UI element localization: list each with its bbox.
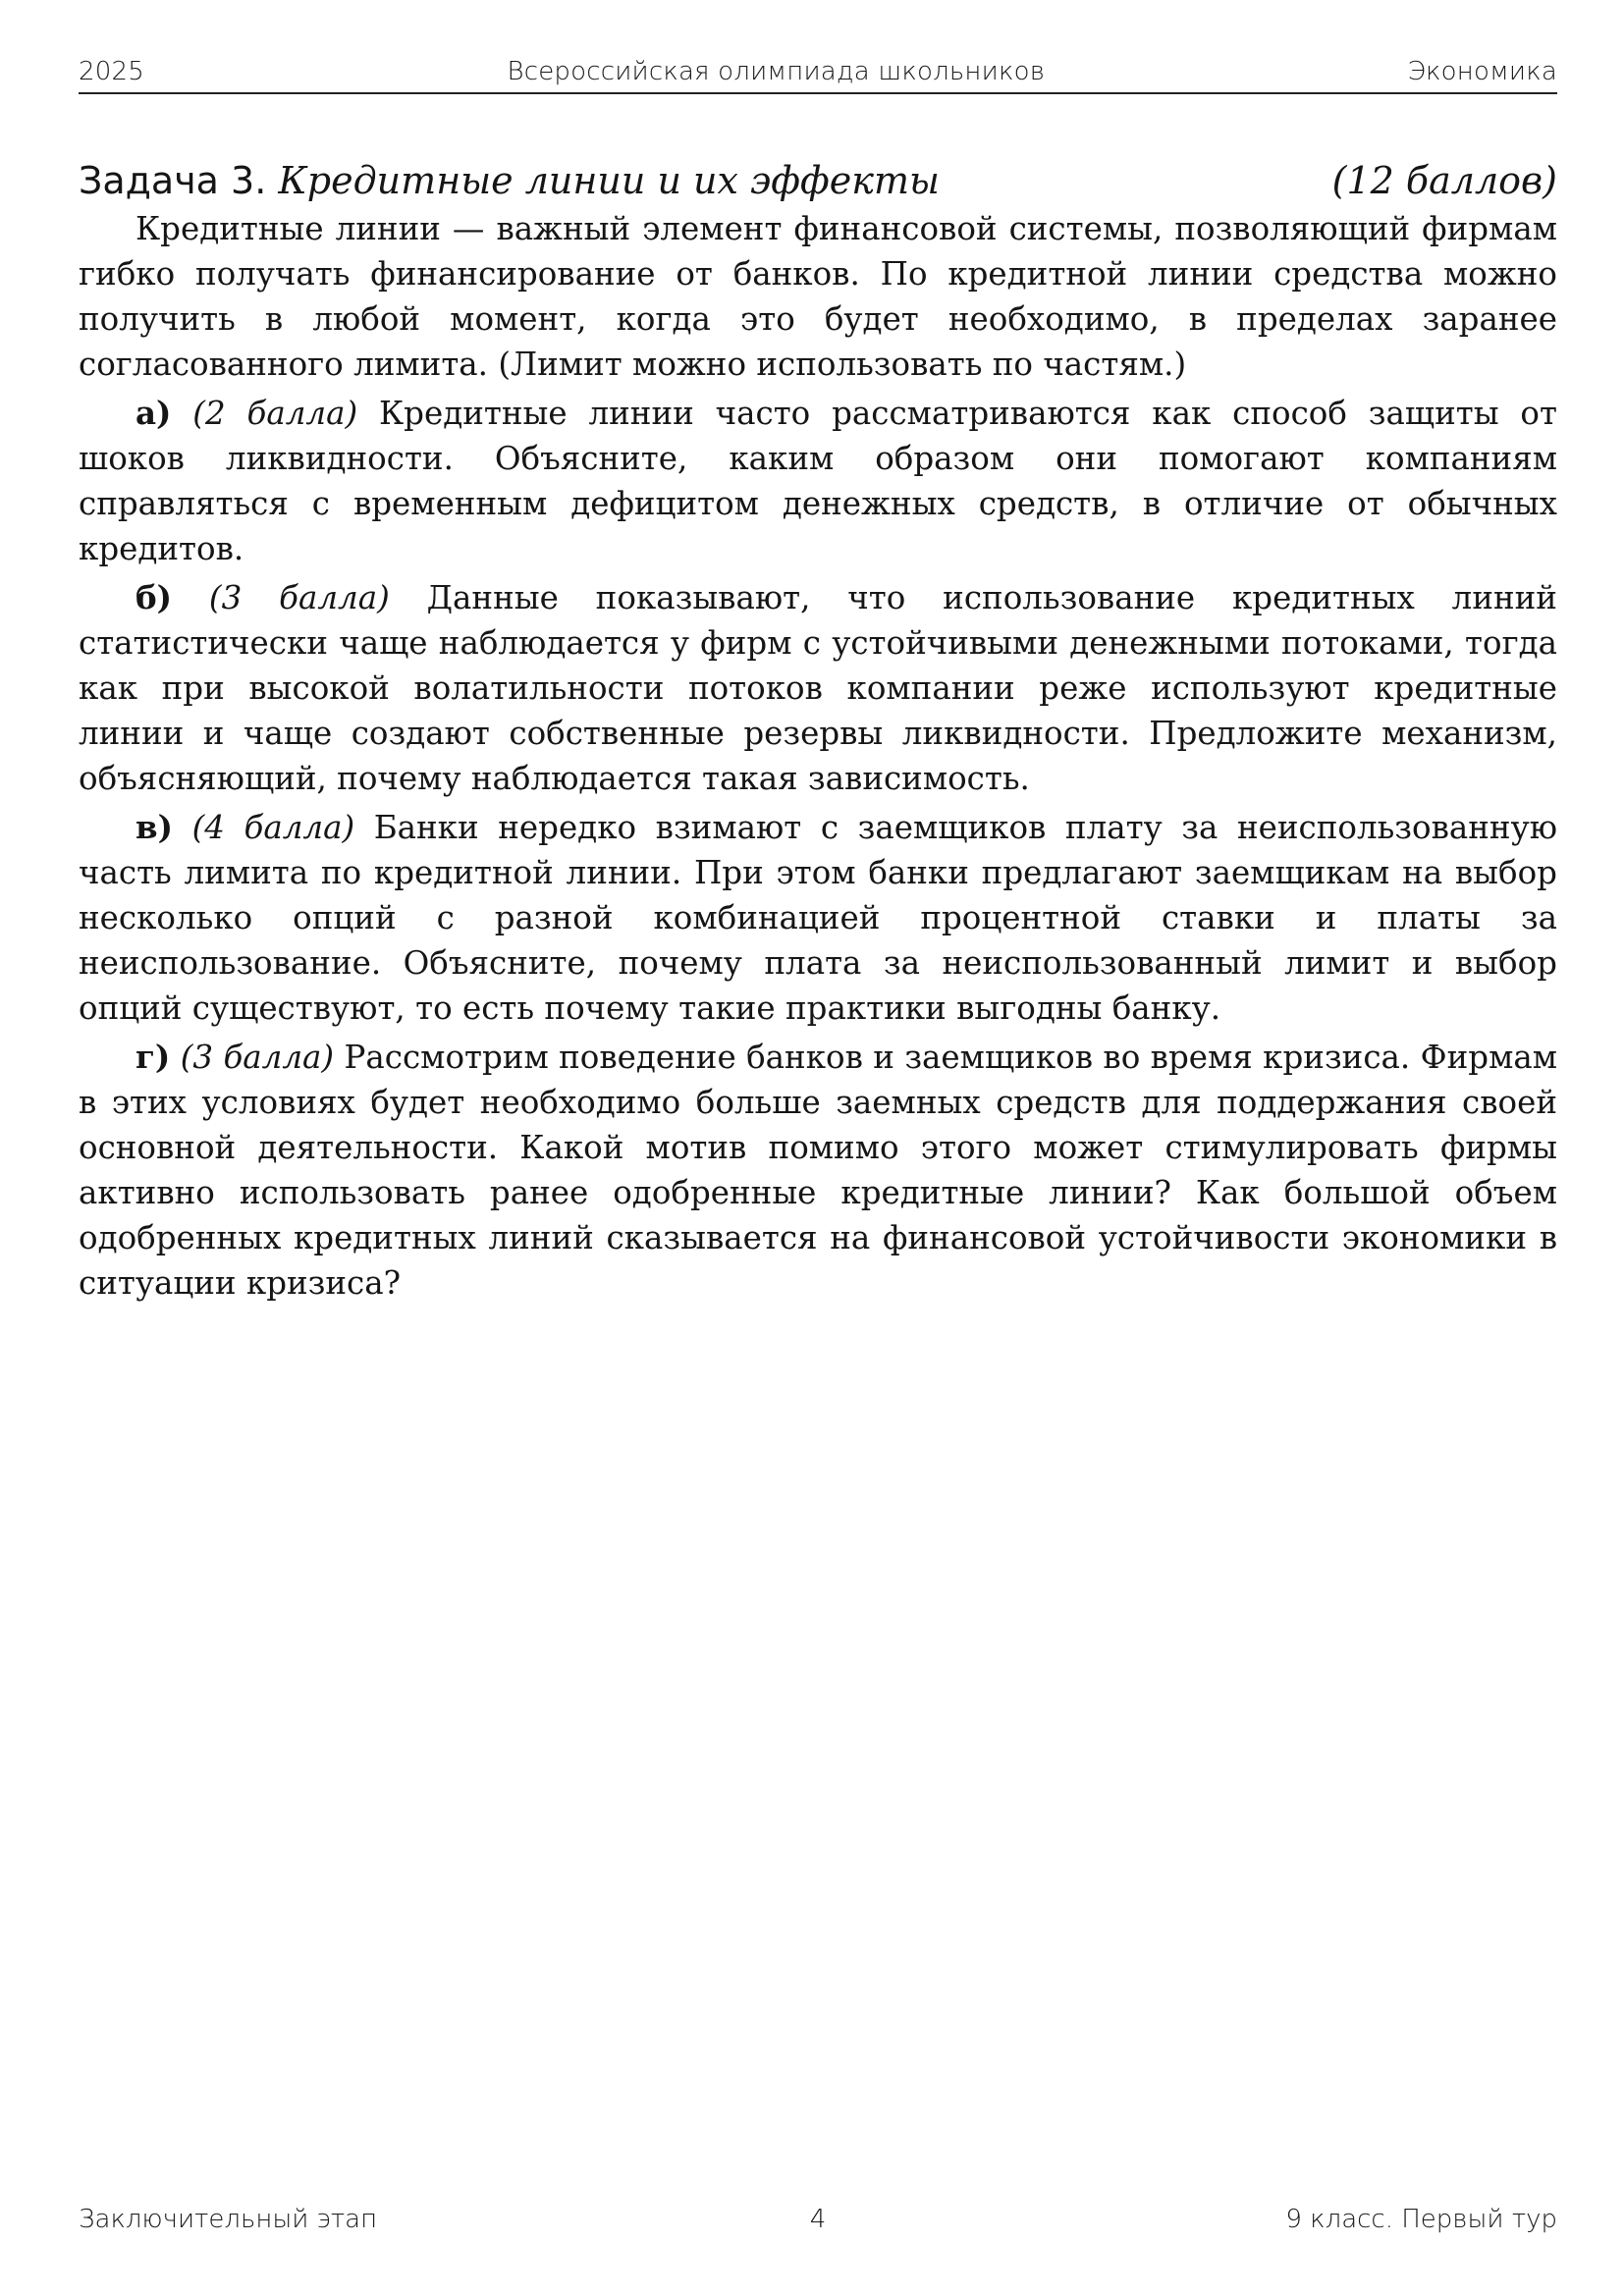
task-intro: Кредитные линии — важный элемент финансовой системы, позволяющий фирмам гибко получать финансирование от банков. По кредитной линии средства можно получить в любой момент, когда это будет необходимо, в пределах заранее согласованного лимита. (Лимит можно использовать по частям.) xyxy=(79,210,1557,383)
task-content xyxy=(79,157,1557,1309)
footer-stage: Заключительный этап xyxy=(79,2205,378,2234)
task-part-b xyxy=(79,575,1557,801)
task-part-g xyxy=(79,1035,1557,1306)
footer-grade-round: 9 класс. Первый тур xyxy=(1285,2205,1557,2234)
header-year: 2025 xyxy=(79,57,144,86)
part-text: Рассмотрим поведение банков и заемщиков во время кризиса. Фирмам в этих условиях будет необходимо больше заемных средств для поддержания своей основной деятельности. Какой мотив помимо этого может стимулировать фирмы активно использовать ранее одобренные кредитные линии? Как большой объем одобренных кредитных линий сказывается на финансовой устойчивости экономики в ситуации кризиса? xyxy=(79,1039,1558,1302)
part-points: (4 балла) xyxy=(191,809,355,846)
part-points: (3 балла) xyxy=(208,579,390,616)
part-letter: г) xyxy=(135,1038,171,1076)
part-points: (2 балла) xyxy=(192,395,358,432)
document-page xyxy=(79,0,1557,2296)
header-title: Всероссийская олимпиада школьников xyxy=(507,57,1046,86)
task-heading xyxy=(79,157,1557,204)
task-part-v xyxy=(79,805,1557,1031)
part-letter: б) xyxy=(135,578,173,616)
part-text: Кредитные линии часто рассматриваются как способ защиты от шоков ликвидности. Объясните, каким образом они помогают компаниям справляться с временным дефицитом денежных средств, в отличие от обычных кредитов. xyxy=(79,395,1557,567)
task-name: Кредитные линии и их эффекты xyxy=(278,159,940,202)
task-points: (12 баллов) xyxy=(1331,159,1557,202)
part-points: (3 балла) xyxy=(180,1039,335,1076)
part-letter: а) xyxy=(135,394,172,432)
header-subject: Экономика xyxy=(1407,57,1557,86)
task-part-a xyxy=(79,391,1557,571)
page-footer xyxy=(79,2200,1557,2239)
page-number: 4 xyxy=(809,2205,827,2234)
task-label: Задача 3. xyxy=(79,159,267,202)
page-header xyxy=(79,47,1557,94)
part-letter: в) xyxy=(135,808,173,846)
part-text: Данные показывают, что использование кредитных линий статистически чаще наблюдается у фирм с устойчивыми денежными потоками, тогда как при высокой волатильности потоков компании реже используют кредитные линии и чаще создают собственные резервы ликвидности. Предложите механизм, объясняющий, почему наблюдается такая зависимость. xyxy=(79,579,1557,797)
part-text: Банки нередко взимают с заемщиков плату за неиспользованную часть лимита по кредитной линии. При этом банки предлагают заемщикам на выбор несколько опций с разной комбинацией процентной ставки и платы за неиспользование. Объясните, почему плата за неиспользованный лимит и выбор опций существуют, то есть почему такие практики выгодны банку. xyxy=(79,809,1557,1027)
